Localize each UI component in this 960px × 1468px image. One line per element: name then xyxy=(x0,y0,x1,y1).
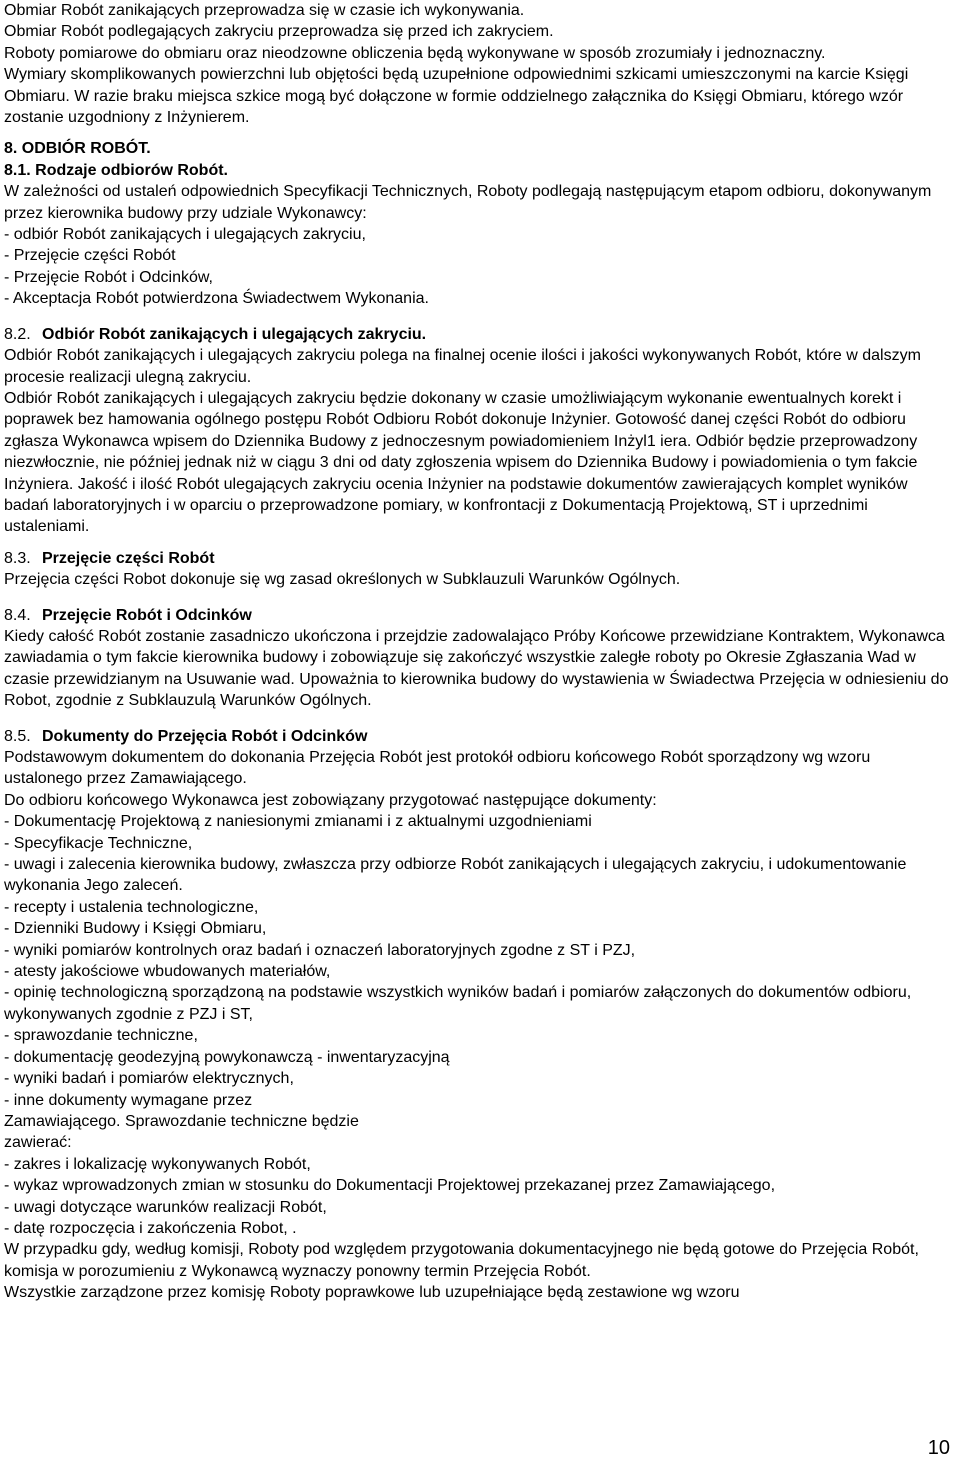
section-8-5-line: Podstawowym dokumentem do dokonania Przejęcia Robót jest protokół odbioru końcowego Robót sporządzony wg wzoru ustalonego przez Zamawiającego. xyxy=(4,749,871,788)
section-8-5-line: Zamawiającego. Sprawozdanie techniczne będzie xyxy=(4,1112,359,1130)
section-8-3-title: Przejęcie części Robót xyxy=(42,549,215,567)
intro-line-2: Obmiar Robót podlegających zakryciu przeprowadza się przed ich zakryciem. xyxy=(4,23,554,41)
section-8-5-line: - uwagi dotyczące warunków realizacji Robót, xyxy=(4,1198,327,1216)
spacer xyxy=(4,310,952,324)
section-8-5-line: - sprawozdanie techniczne, xyxy=(4,1027,198,1045)
section-8-1-line: - Przejęcie części Robót xyxy=(4,247,176,265)
section-8-1-line: W zależności od ustaleń odpowiednich Specyfikacji Technicznych, Roboty podlegają następującym etapom odbioru, dokonywanym przez kierownika budowy przy udziale Wykonawcy: xyxy=(4,183,932,222)
section-8-5-line: - recepty i ustalenia technologiczne, xyxy=(4,898,259,916)
section-8-4-heading xyxy=(4,605,952,626)
section-8-5-line: - wyniki badań i pomiarów elektrycznych, xyxy=(4,1070,294,1088)
section-8-5-line: - dokumentację geodezyjną powykonawczą - inwentaryzacyjną xyxy=(4,1048,450,1066)
section-8-5-line: W przypadku gdy, według komisji, Roboty pod względem przygotowania dokumentacyjnego nie będą gotowe do Przejęcia Robót, komisja w porozumieniu z Wykonawcą wyznaczy ponowny termin Przejęcia Robót. xyxy=(4,1241,919,1280)
section-8-5-line: - uwagi i zalecenia kierownika budowy, zwłaszcza przy odbiorze Robót zanikających i ulegających zakryciu, i udokumentowanie wykonania Jego zaleceń. xyxy=(4,856,907,895)
spacer xyxy=(4,591,952,605)
section-8-4-number: 8.4. xyxy=(4,606,31,624)
section-8-1-line: - odbiór Robót zanikających i ulegających zakryciu, xyxy=(4,226,366,244)
intro-line-3: Roboty pomiarowe do obmiaru oraz nieodzowne obliczenia będą wykonywane w sposób zrozumiały i jednoznaczny. xyxy=(4,44,826,62)
section-8-1-heading: 8.1. Rodzaje odbiorów Robót. xyxy=(4,161,228,179)
spacer xyxy=(4,538,952,548)
page-number: 10 xyxy=(927,1437,950,1459)
section-8-5-line: - Specyfikacje Techniczne, xyxy=(4,834,193,852)
section-8-3-heading xyxy=(4,548,952,569)
section-8-5-line: - opinię technologiczną sporządzoną na podstawie wszystkich wyników badań i pomiarów załączonych do dokumentów odbioru, wykonywanych zgodnie z PZJ i ST, xyxy=(4,984,912,1023)
section-8-3-number: 8.3. xyxy=(4,549,31,567)
section-8-2-number: 8.2. xyxy=(4,325,31,343)
section-8-3-paragraph: Przejęcia części Robot dokonuje się wg zasad określonych w Subklauzuli Warunków Ogólnych. xyxy=(4,571,681,589)
section-8-5-line: - atesty jakościowe wbudowanych materiałów, xyxy=(4,963,331,981)
document-page xyxy=(4,0,952,1304)
section-8-5-number: 8.5. xyxy=(4,727,31,745)
section-8-4-title: Przejęcie Robót i Odcinków xyxy=(42,606,252,624)
section-8-4-paragraph: Kiedy całość Robót zostanie zasadniczo ukończona i przejdzie zadowalająco Próby Końcowe przewidziane Kontraktem, Wykonawca zawiadamia o tym fakcie kierownika budowy i zobowiązuje się zakończyć wszystkie zaległe roboty po Okresie Zgłaszania Wad w czasie przewidzianym na Usuwanie wad. Upoważnia to kierownika budowy do wystawienia w Świadectwa Przejęcia w odniesieniu do Robot, zgodnie z Subklauzulą Warunków Ogólnych. xyxy=(4,627,949,710)
section-8-5-line: Wszystkie zarządzone przez komisję Roboty poprawkowe lub uzupełniające będą zestawione wg wzoru xyxy=(4,1284,740,1302)
section-8-heading: 8. ODBIÓR ROBÓT. xyxy=(4,140,151,158)
section-8-1-line: - Akceptacja Robót potwierdzona Świadectwem Wykonania. xyxy=(4,290,429,308)
section-8-5-line: - Dzienniki Budowy i Księgi Obmiaru, xyxy=(4,920,267,938)
section-8-1-line: - Przejęcie Robót i Odcinków, xyxy=(4,268,213,286)
section-8-5-line: zawierać: xyxy=(4,1134,72,1152)
section-8-5-line: Do odbioru końcowego Wykonawca jest zobowiązany przygotować następujące dokumenty: xyxy=(4,791,657,809)
section-8-5-line: - Dokumentację Projektową z naniesionymi zmianami i z aktualnymi uzgodnieniami xyxy=(4,813,592,831)
section-8-2-title: Odbiór Robót zanikających i ulegających zakryciu. xyxy=(42,325,427,343)
section-8-5-line: - zakres i lokalizację wykonywanych Robót, xyxy=(4,1155,311,1173)
intro-line-1: Obmiar Robót zanikających przeprowadza się w czasie ich wykonywania. xyxy=(4,2,525,19)
section-8-5-title: Dokumenty do Przejęcia Robót i Odcinków xyxy=(42,727,368,745)
section-8-5-line: - inne dokumenty wymagane przez xyxy=(4,1091,253,1109)
section-8-5-line: - wyniki pomiarów kontrolnych oraz badań i oznaczeń laboratoryjnych zgodne z ST i PZJ, xyxy=(4,941,636,959)
section-8-5-heading xyxy=(4,726,952,747)
section-8-2-heading xyxy=(4,324,952,345)
spacer xyxy=(4,712,952,726)
section-8-5-line: - wykaz wprowadzonych zmian w stosunku do Dokumentacji Projektowej przekazanej przez Zamawiającego, xyxy=(4,1177,776,1195)
spacer xyxy=(4,128,952,138)
section-8-5-line: - datę rozpoczęcia i zakończenia Robot, . xyxy=(4,1219,297,1237)
section-8-2-paragraph: Odbiór Robót zanikających i ulegających zakryciu będzie dokonany w czasie umożliwiającym wykonanie ewentualnych korekt i poprawek bez hamowania ogólnego postępu Robót Odbioru Robót dokonuje Inżynier. Gotowość danej części Robót do odbioru zgłasza Wykonawca wpisem do Dziennika Budowy z jednoczesnym powiadomieniem Inżyl1 iera. Odbiór będzie przeprowadzony niezwłocznie, nie później jednak niż w ciągu 3 dni od daty zgłoszenia wpisem do Dziennika Budowy i powiadomienia o tym fakcie Inżyniera. Jakość i ilość Robót ulegających zakryciu ocenia Inżynier na podstawie dokumentów zawierających komplet wyników badań laboratoryjnych i w oparciu o przeprowadzone pomiary, w konfrontacji z Dokumentacją Projektową, ST i uprzednimi ustaleniami. xyxy=(4,389,918,536)
section-8-2-paragraph: Odbiór Robót zanikających i ulegających zakryciu polega na finalnej ocenie ilości i jakości wykonywanych Robót, które w dalszym procesie realizacji ulegną zakryciu. xyxy=(4,347,921,386)
intro-line-4: Wymiary skomplikowanych powierzchni lub objętości będą uzupełnione odpowiednimi szkicami umieszczonymi na karcie Księgi Obmiaru. W razie braku miejsca szkice mogą być dołączone w formie oddzielnego załącznika do Księgi Obmiaru, którego wzór zostanie uzgodniony z Inżynierem. xyxy=(4,66,909,127)
